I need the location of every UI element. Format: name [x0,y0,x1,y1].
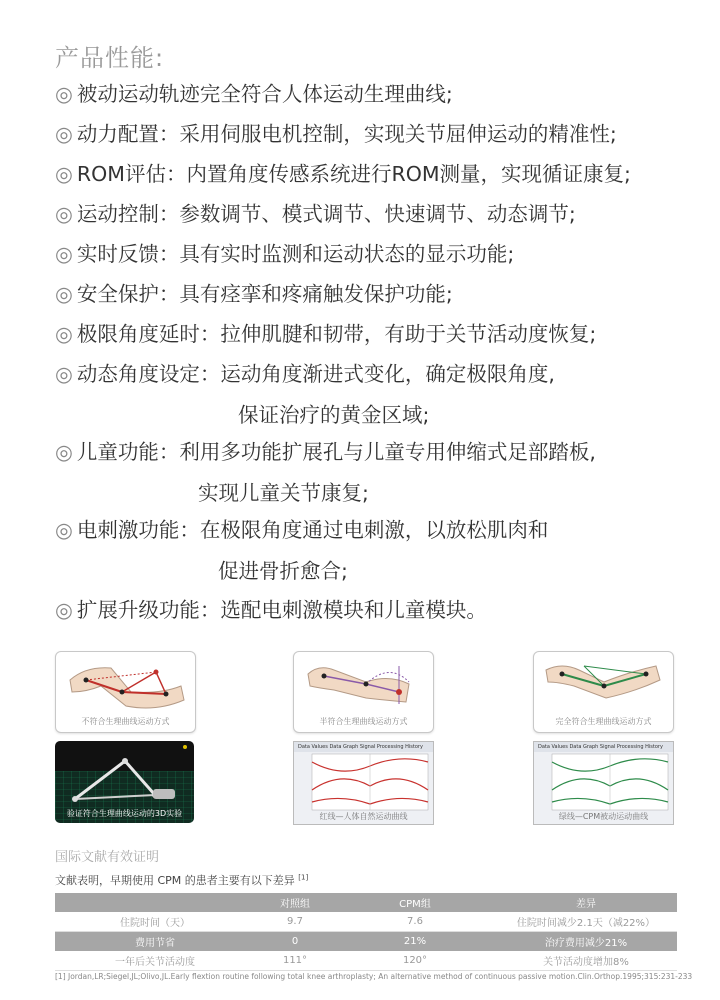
evidence-table [55,893,677,971]
bullet-icon: ◎ [55,122,73,146]
bullet-icon: ◎ [55,162,73,186]
green-chart-caption: 绿线—CPM被动运动曲线 [558,812,649,821]
feature-10-continuation: 促进骨折愈合; [218,559,348,583]
leg-diagram-icon [294,652,433,718]
red-chart-caption: 红线—人体自然运动曲线 [319,812,408,821]
3d-experiment-caption: 验证符合生理曲线运动的3D实验 [66,809,183,818]
feature-1: ◎ 被动运动轨迹完全符合人体运动生理曲线; [55,82,453,106]
leg-diagram-icon [534,652,673,718]
feature-7: ◎ 极限角度延时：拉伸肌腱和韧带，有助于关节活动度恢复; [55,322,597,346]
bullet-icon: ◎ [55,202,73,226]
bullet-icon: ◎ [55,440,73,464]
page-title: 产品性能: [55,44,165,72]
panel-1-caption: 不符合生理曲线运动方式 [81,717,170,726]
feature-5: ◎ 实时反馈：具有实时监测和运动状态的显示功能; [55,242,515,266]
reference-footnote: [1] Jordan,LR;Siegel,JL;Olivo,JL.Early flextion routine following total knee arthroplasty; An alternative method of continuous passive motion.Clin.Orthop.1995;315:231-233 [55,972,693,981]
feature-9-continuation: 实现儿童关节康复; [198,481,369,505]
bullet-icon: ◎ [55,598,73,622]
footnote-marker: [1] [298,873,309,882]
feature-2: ◎ 动力配置：采用伺服电机控制，实现关节屈伸运动的精准性; [55,122,617,146]
feature-8: ◎ 动态角度设定：运动角度渐进式变化，确定极限角度, [55,362,555,386]
chart-header: Data Values Data Graph Signal Processing History [294,742,433,752]
evidence-section-title: 国际文献有效证明 [55,850,160,865]
table-header-row: 对照组 CPM组 差异 [55,893,677,912]
chart-header: Data Values Data Graph Signal Processing History [534,742,673,752]
feature-4: ◎ 运动控制：参数调节、模式调节、快速调节、动态调节; [55,202,576,226]
evidence-intro: 文献表明，早期使用 CPM 的患者主要有以下差异 [1] [55,873,309,887]
feature-10: ◎ 电刺激功能：在极限角度通过电刺激，以放松肌肉和 [55,518,549,542]
panel-2-caption: 半符合生理曲线运动方式 [319,717,408,726]
leg-diagram-panel-3 [533,651,674,733]
table-row: 住院时间（天） 9.7 7.6 住院时间减少2.1天（减22%） [55,912,677,932]
feature-8-continuation: 保证治疗的黄金区域; [238,403,430,427]
bullet-icon: ◎ [55,518,73,542]
bullet-icon: ◎ [55,362,73,386]
feature-3: ◎ ROM评估：内置角度传感系统进行ROM测量，实现循证康复; [55,162,631,186]
3d-experiment-image [55,741,194,823]
panel-3-caption: 完全符合生理曲线运动方式 [555,717,652,726]
leg-diagram-panel-1 [55,651,196,733]
table-row: 一年后关节活动度 111° 120° 关节活动度增加8% [55,951,677,971]
bullet-icon: ◎ [55,282,73,306]
feature-9: ◎ 儿童功能：利用多功能扩展孔与儿童专用伸缩式足部踏板, [55,440,596,464]
bullet-icon: ◎ [55,82,73,106]
red-curve-chart [293,741,434,825]
leg-diagram-icon [56,652,195,718]
green-curve-chart [533,741,674,825]
bullet-icon: ◎ [55,242,73,266]
bullet-icon: ◎ [55,322,73,346]
feature-11: ◎ 扩展升级功能：选配电刺激模块和儿童模块。 [55,598,487,622]
leg-diagram-panel-2 [293,651,434,733]
feature-6: ◎ 安全保护：具有痉挛和疼痛触发保护功能; [55,282,453,306]
table-row: 费用节省 0 21% 治疗费用减少21% [55,932,677,952]
